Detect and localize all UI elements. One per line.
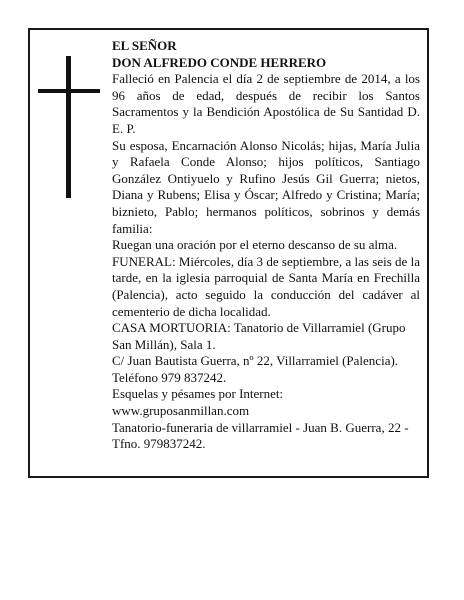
funeral-details: FUNERAL: Miércoles, día 3 de septiembre, a las seis de la tarde, en la iglesia parroquial de Santa María en Frechilla (Palencia), acto seguido la conducción del cadáver al cementerio de dicha localidad.: [112, 253, 420, 319]
title-name: DON ALFREDO CONDE HERRERO: [112, 54, 327, 70]
mortuary-address: C/ Juan Bautista Guerra, nº 22, Villarramiel (Palencia). Teléfono 979 837242.: [112, 353, 399, 385]
cross-vertical-bar: [66, 56, 71, 198]
obituary-text: [112, 38, 420, 453]
cross-icon: [38, 56, 100, 198]
mortuary-house: CASA MORTUORIA: Tanatorio de Villarramiel (Grupo San Millán), Sala 1.: [112, 320, 406, 352]
cross-horizontal-bar: [38, 89, 100, 93]
death-announcement: Falleció en Palencia el día 2 de septiembre de 2014, a los 96 años de edad, después de recibir los Santos Sacramentos y la Bendición Apostólica de Su Santidad D. E. P.: [112, 71, 420, 136]
funeral-home-contact: Tanatorio-funeraria de villarramiel - Juan B. Guerra, 22 - Tfno. 979837242.: [112, 419, 409, 452]
title-line-1: EL SEÑOR: [112, 38, 177, 53]
prayer-request: Ruegan una oración por el eterno descanso de su alma.: [112, 237, 398, 253]
internet-condolences: Esquelas y pésames por Internet: www.gruposanmillan.com: [112, 386, 284, 419]
family-list: Su esposa, Encarnación Alonso Nicolás; hijas, María Julia y Rafaela Conde Alonso; hijos políticos, Santiago González Ontiyuelo y Rufino Jesús Gil Guerra; nietos, Diana y Rubens; Elisa y Óscar; Alfredo y Cristina; María; biznieto, Pablo; hermanos políticos, sobrinos y demás familia:: [112, 137, 420, 236]
